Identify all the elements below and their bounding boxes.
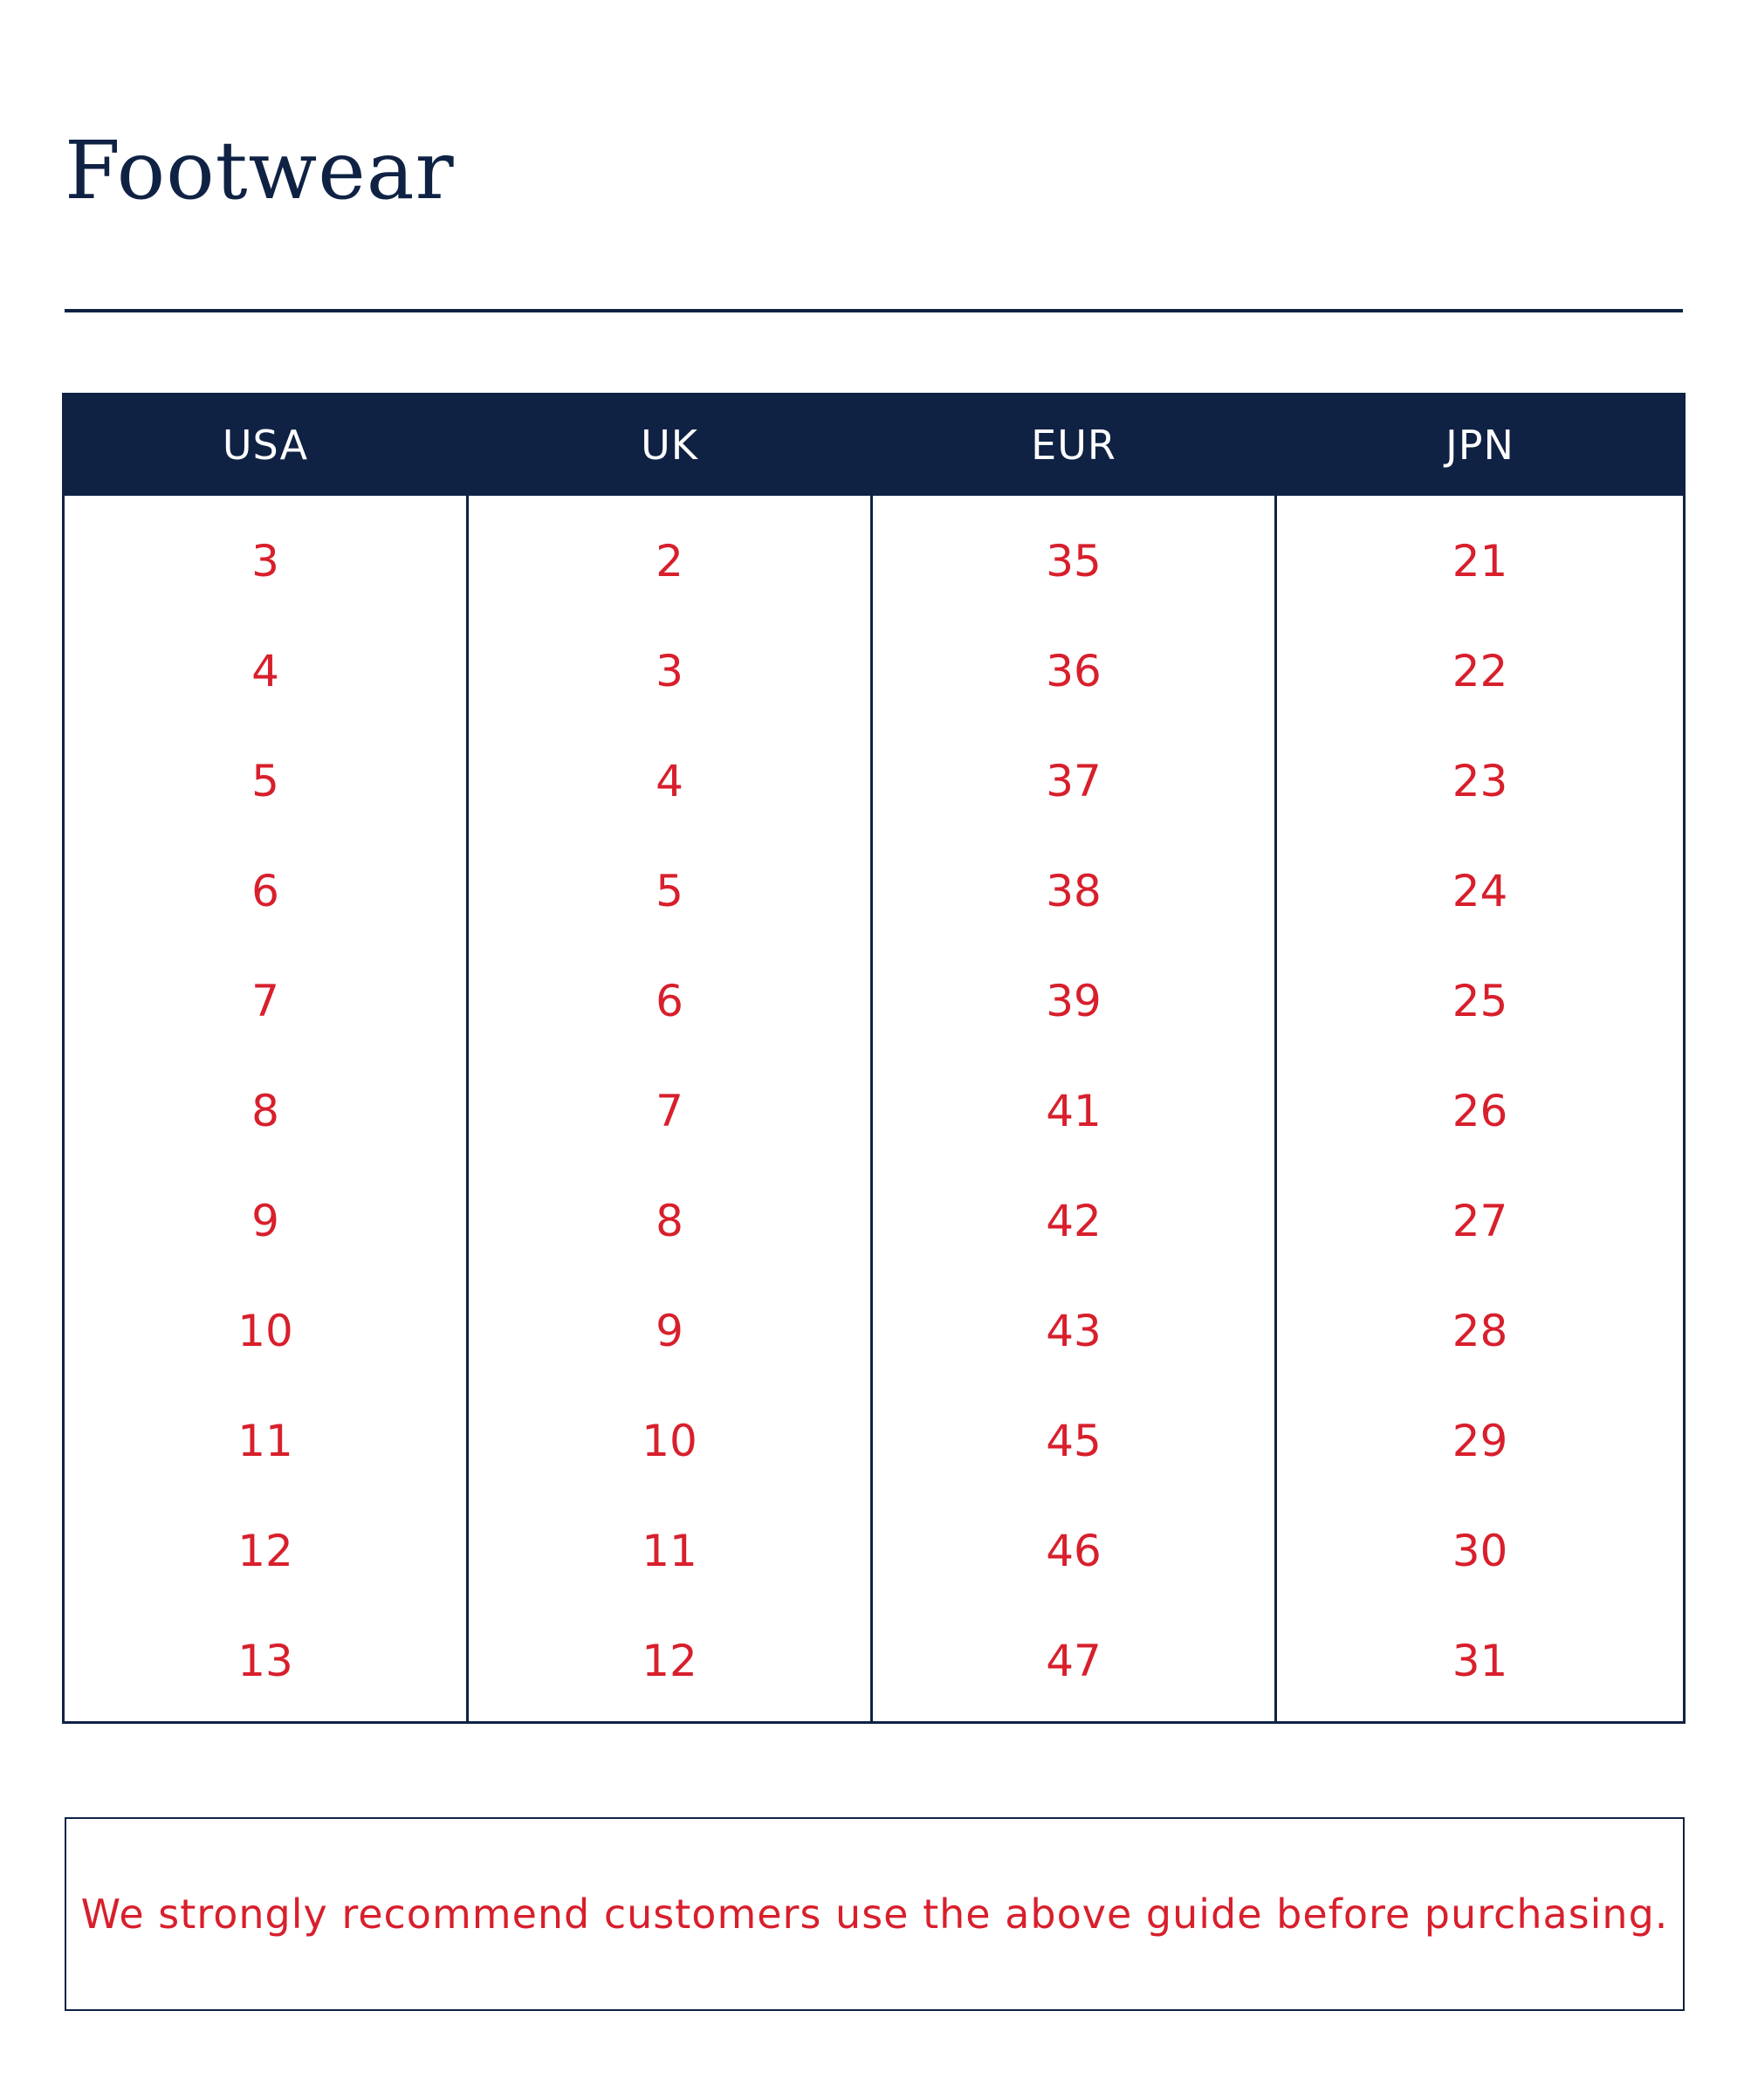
size-cell: 22 [1452,646,1508,697]
size-cell: 7 [656,1086,683,1136]
column-usa [65,496,466,1721]
size-cell: 13 [237,1636,293,1686]
size-cell: 26 [1452,1086,1508,1136]
size-cell: 38 [1046,866,1102,916]
size-cell: 10 [642,1416,697,1466]
size-cell: 7 [251,976,279,1026]
size-cell: 8 [251,1086,279,1136]
size-cell: 10 [237,1306,293,1356]
size-cell: 29 [1452,1416,1508,1466]
table-header [65,395,1683,496]
size-cell: 45 [1046,1416,1102,1466]
size-cell: 12 [642,1636,697,1686]
size-cell: 47 [1046,1636,1102,1686]
header-usa: USA [222,422,309,469]
size-cell: 11 [237,1416,293,1466]
size-cell: 4 [251,646,279,697]
size-cell: 43 [1046,1306,1102,1356]
size-cell: 21 [1452,536,1508,587]
recommendation-note-box [65,1817,1685,2011]
size-cell: 2 [656,536,683,587]
size-cell: 5 [251,756,279,806]
size-cell: 4 [656,756,683,806]
header-uk: UK [641,422,698,469]
size-cell: 5 [656,866,683,916]
size-cell: 23 [1452,756,1508,806]
size-cell: 28 [1452,1306,1508,1356]
size-cell: 41 [1046,1086,1102,1136]
size-cell: 36 [1046,646,1102,697]
size-chart-table [62,393,1686,1724]
size-cell: 37 [1046,756,1102,806]
size-cell: 6 [656,976,683,1026]
recommendation-note: We strongly recommend customers use the above guide before purchasing. [80,1891,1669,1938]
size-cell: 6 [251,866,279,916]
column-uk [469,496,870,1721]
size-cell: 46 [1046,1526,1102,1576]
title-divider [65,309,1683,312]
header-jpn: JPN [1445,422,1514,469]
size-cell: 42 [1046,1196,1102,1246]
size-cell: 8 [656,1196,683,1246]
size-cell: 3 [251,536,279,587]
page-title: Footwear [65,124,455,217]
size-cell: 24 [1452,866,1508,916]
size-cell: 30 [1452,1526,1508,1576]
size-cell: 3 [656,646,683,697]
size-cell: 27 [1452,1196,1508,1246]
size-cell: 11 [642,1526,697,1576]
header-eur: EUR [1031,422,1116,469]
size-cell: 31 [1452,1636,1508,1686]
size-cell: 9 [656,1306,683,1356]
size-cell: 12 [237,1526,293,1576]
column-eur [873,496,1274,1721]
size-cell: 35 [1046,536,1102,587]
size-cell: 39 [1046,976,1102,1026]
size-cell: 25 [1452,976,1508,1026]
column-jpn [1277,496,1683,1721]
size-cell: 9 [251,1196,279,1246]
